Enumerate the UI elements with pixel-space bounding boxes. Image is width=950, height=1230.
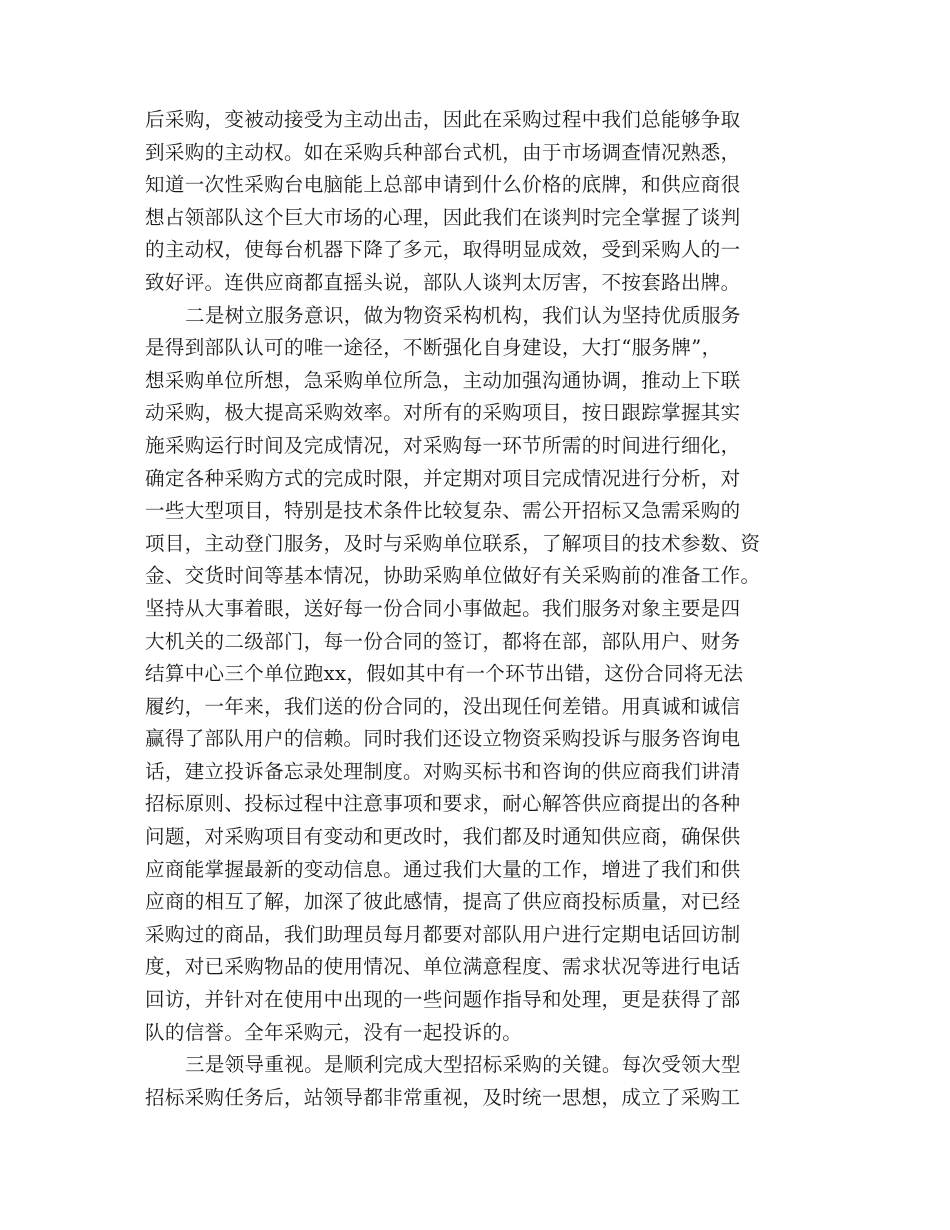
- text-line: 一些大型项目，特别是技术条件比较复杂、需公开招标又急需采购的: [145, 499, 741, 523]
- text-line: 想采购单位所想，急采购单位所急，主动加强沟通协调，推动上下联: [145, 368, 741, 392]
- text-line: 的主动权，使每台机器下降了多元，取得明显成效，受到采购人的一: [145, 238, 741, 262]
- text-line: 招标原则、投标过程中注意事项和要求，耐心解答供应商提出的各种: [145, 792, 741, 816]
- text-line: 队的信誉。全年采购元，没有一起投诉的。: [145, 1020, 523, 1044]
- text-line: 致好评。连供应商都直摇头说，部队人谈判太厉害，不按套路出牌。: [145, 270, 741, 294]
- text-line: 履约，一年来，我们送的份合同的，没出现任何差错。用真诚和诚信: [145, 694, 741, 718]
- text-line: 坚持从大事着眼，送好每一份合同小事做起。我们服务对象主要是四: [145, 596, 741, 620]
- text-line: 确定各种采购方式的完成时限，并定期对项目完成情况进行分析，对: [145, 466, 741, 490]
- text-line: 到采购的主动权。如在采购兵种部台式机，由于市场调查情况熟悉，: [145, 140, 741, 164]
- text-line: 二是树立服务意识，做为物资采构机构，我们认为坚持优质服务: [185, 303, 741, 327]
- text-line: 应商能掌握最新的变动信息。通过我们大量的工作，增进了我们和供: [145, 857, 741, 881]
- text-line: 问题，对采购项目有变动和更改时，我们都及时通知供应商，确保供: [145, 825, 741, 849]
- text-line: 后采购，变被动接受为主动出击，因此在采购过程中我们总能够争取: [145, 108, 741, 131]
- text-line: 项目，主动登门服务，及时与采购单位联系，了解项目的技术参数、资: [145, 531, 761, 555]
- text-line: 结算中心三个单位跑xx，假如其中有一个环节出错，这份合同将无法: [145, 662, 744, 686]
- text-line: 赢得了部队用户的信赖。同时我们还设立物资采购投诉与服务咨询电: [145, 727, 741, 751]
- text-line: 三是领导重视。是顺利完成大型招标采购的关键。每次受领大型: [185, 1053, 741, 1077]
- text-line: 施采购运行时间及完成情况，对采购每一环节所需的时间进行细化，: [145, 433, 741, 457]
- text-line: 想占领部队这个巨大市场的心理，因此我们在谈判时完全掌握了谈判: [145, 205, 741, 229]
- text-line: 是得到部队认可的唯一途径，不断强化自身建设，大打“服务牌”，: [145, 336, 722, 360]
- text-line: 应商的相互了解，加深了彼此感情，提高了供应商投标质量，对已经: [145, 890, 741, 914]
- document-body: [145, 104, 810, 1114]
- text-line: 知道一次性采购台电脑能上总部申请到什么价格的底牌，和供应商很: [145, 173, 741, 197]
- text-line: 采购过的商品，我们助理员每月都要对部队用户进行定期电话回访制: [145, 922, 741, 946]
- text-line: 大机关的二级部门，每一份合同的签订，都将在部，部队用户、财务: [145, 629, 741, 653]
- text-line: 度，对已采购物品的使用情况、单位满意程度、需求状况等进行电话: [145, 955, 741, 979]
- text-line: 回访，并针对在使用中出现的一些问题作指导和处理，更是获得了部: [145, 988, 741, 1012]
- text-line: 话，建立投诉备忘录处理制度。对购买标书和咨询的供应商我们讲清: [145, 759, 741, 783]
- text-line: 动采购，极大提高采购效率。对所有的采购项目，按日跟踪掌握其实: [145, 401, 741, 425]
- text-line: 金、交货时间等基本情况，协助采购单位做好有关采购前的准备工作。: [145, 564, 761, 588]
- text-line: 招标采购任务后，站领导都非常重视，及时统一思想，成立了采购工: [145, 1085, 741, 1109]
